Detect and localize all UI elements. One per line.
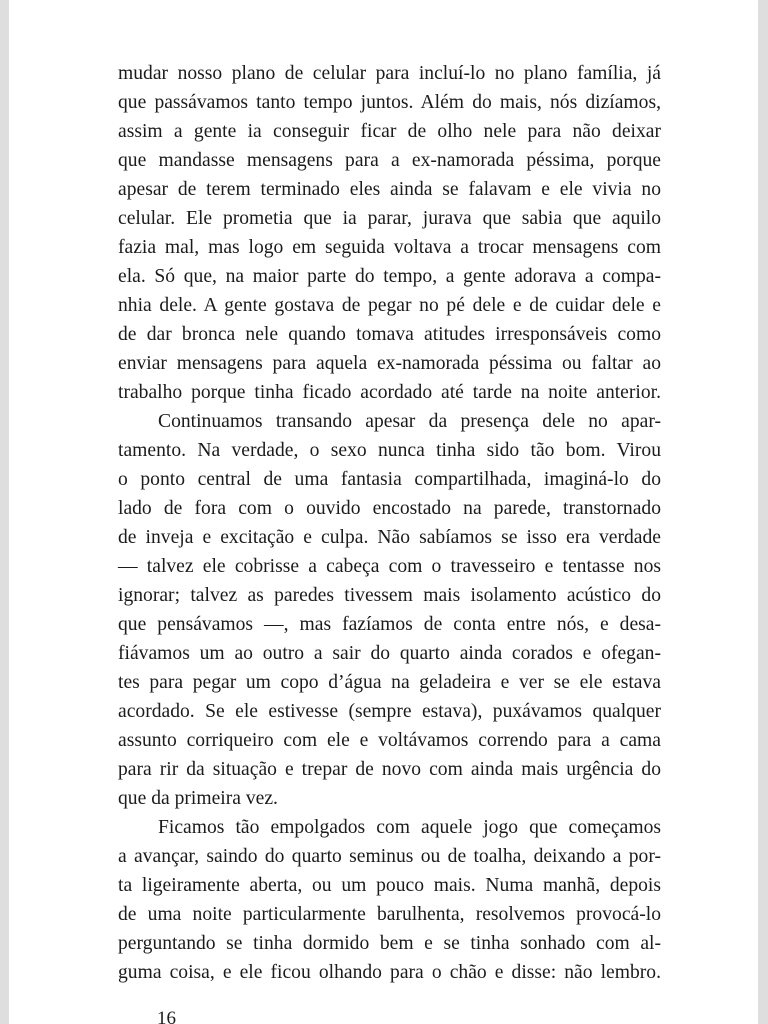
book-page [9, 0, 758, 1024]
paragraph-1 [118, 59, 661, 407]
text-line: de inveja e excitação e culpa. Não sabíamos se isso era verdade [118, 527, 661, 548]
text-line: que da primeira vez. [118, 788, 278, 809]
text-line: perguntando se tinha dormido bem e se tinha sonhado com al- [118, 933, 661, 954]
text-line: tamento. Na verdade, o sexo nunca tinha sido tão bom. Virou [118, 440, 661, 461]
text-line: acordado. Se ele estivesse (sempre estava), puxávamos qualquer [118, 701, 661, 722]
text-line: ta ligeiramente aberta, ou um pouco mais. Numa manhã, depois [118, 875, 661, 896]
text-line: assunto corriqueiro com ele e voltávamos correndo para a cama [118, 730, 661, 751]
text-line: nhia dele. A gente gostava de pegar no pé dele e de cuidar dele e [118, 295, 661, 316]
text-line: Continuamos transando apesar da presença dele no apar- [158, 411, 661, 432]
text-line: de dar bronca nele quando tomava atitudes irresponsáveis como [118, 324, 661, 345]
paragraph-2 [118, 407, 661, 813]
text-line: fazia mal, mas logo em seguida voltava a trocar mensagens com [118, 237, 661, 258]
text-line: celular. Ele prometia que ia parar, jurava que sabia que aquilo [118, 208, 661, 229]
text-line: Ficamos tão empolgados com aquele jogo que começamos [158, 817, 661, 838]
text-line: que passávamos tanto tempo juntos. Além do mais, nós dizíamos, [118, 92, 661, 113]
text-line: lado de fora com o ouvido encostado na parede, transtornado [118, 498, 661, 519]
text-line: tes para pegar um copo d’água na geladeira e ver se ele estava [118, 672, 661, 693]
page-number: 16 [157, 1008, 176, 1024]
text-line: — talvez ele cobrisse a cabeça com o travesseiro e tentasse nos [118, 556, 661, 577]
page-edge-left [0, 0, 9, 1024]
text-line: para rir da situação e trepar de novo com ainda mais urgência do [118, 759, 661, 780]
text-line: que pensávamos —, mas fazíamos de conta entre nós, e desa- [118, 614, 661, 635]
text-line: guma coisa, e ele ficou olhando para o chão e disse: não lembro. [118, 962, 661, 983]
text-line: de uma noite particularmente barulhenta, resolvemos provocá-lo [118, 904, 661, 925]
text-line: assim a gente ia conseguir ficar de olho nele para não deixar [118, 121, 661, 142]
text-line: enviar mensagens para aquela ex-namorada péssima ou faltar ao [118, 353, 661, 374]
paragraph-3 [118, 813, 661, 987]
text-line: ela. Só que, na maior parte do tempo, a gente adorava a compa- [118, 266, 661, 287]
text-line: apesar de terem terminado eles ainda se falavam e ele vivia no [118, 179, 661, 200]
text-line: que mandasse mensagens para a ex-namorada péssima, porque [118, 150, 661, 171]
text-line: trabalho porque tinha ficado acordado até tarde na noite anterior. [118, 382, 661, 403]
page-edge-right [758, 0, 768, 1024]
text-line: fiávamos um ao outro a sair do quarto ainda corados e ofegan- [118, 643, 661, 664]
text-line: ignorar; talvez as paredes tivessem mais isolamento acústico do [118, 585, 661, 606]
text-line: o ponto central de uma fantasia compartilhada, imaginá-lo do [118, 469, 661, 490]
text-line: mudar nosso plano de celular para incluí-lo no plano família, já [118, 63, 661, 84]
page-body-text [118, 59, 661, 987]
text-line: a avançar, saindo do quarto seminus ou de toalha, deixando a por- [118, 846, 661, 867]
